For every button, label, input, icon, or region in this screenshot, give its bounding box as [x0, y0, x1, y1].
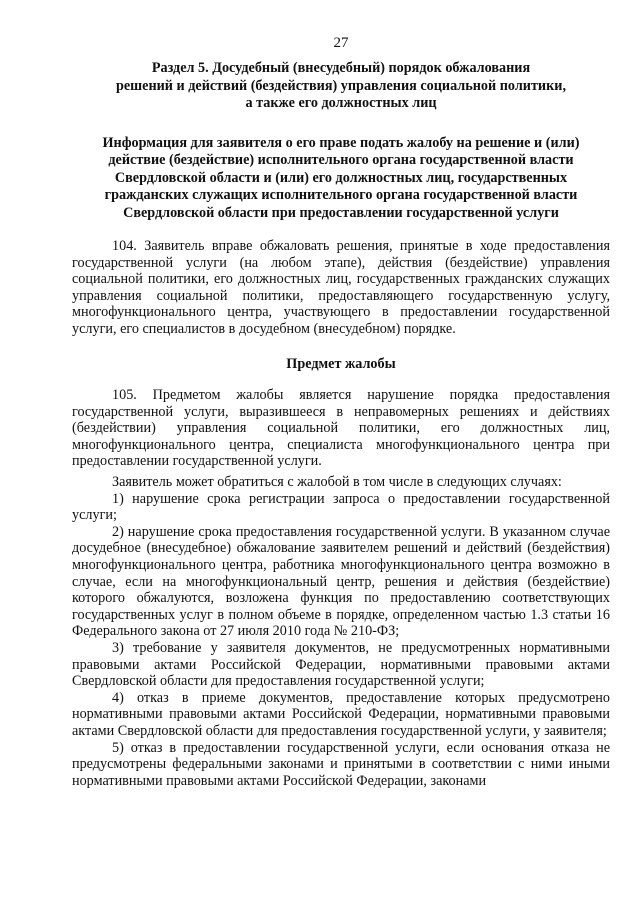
case-item: 5) отказ в предоставлении государственной услуги, если основания отказа не предусмотрены федеральными законами и принятыми в соответствии с ними иными нормативными правовыми актами Российской Федерации, законами: [72, 739, 610, 789]
info-heading: [72, 135, 610, 223]
case-item: 2) нарушение срока предоставления государственной услуги. В указанном случае досудебное (внесудебное) обжалование заявителем решений и действий (бездействия) многофункционального центра, работника многофункционального центра возможно в случае, если на многофункциональный центр, решения и действия (бездействие) которого обжалуются, возложена функция по предоставлению соответствующих государственных услуг в полном объеме в порядке, определенном частью 1.3 статьи 16 Федерального закона от 27 июля 2010 года № 210-ФЗ;: [72, 523, 610, 640]
info-heading-line: действие (бездействие) исполнительного органа государственной власти: [108, 152, 574, 168]
section-heading-line: а также его должностных лиц: [245, 95, 437, 111]
cases-intro: Заявитель может обратиться с жалобой в том числе в следующих случаях:: [112, 474, 562, 491]
subject-heading: Предмет жалобы: [286, 355, 396, 372]
paragraph-104: 104. Заявитель вправе обжаловать решения, принятые в ходе предоставления государственной услуги (на любом этапе), действия (бездействие) управления социальной политики, его должностных лиц, государственных гражданских служащих управления социальной политики, предоставляющего государственную услугу, многофункционального центра, участвующего в предоставлении государственной услуги, его специалистов в досудебном (внесудебном) порядке.: [72, 238, 610, 337]
info-heading-line: Свердловской области и (или) его должностных лиц, государственных: [114, 169, 568, 186]
paragraph-105: 105. Предметом жалобы является нарушение порядка предоставления государственной услуги, выразившееся в неправомерных решениях и действиях (бездействии) управления социальной политики, его должностных лиц, многофункционального центра, специалиста многофункционального центра при предоставлении государственной услуги.: [72, 387, 610, 470]
info-heading-line: Информация для заявителя о его праве подать жалобу на решение и (или): [102, 134, 580, 151]
case-item: 3) требование у заявителя документов, не предусмотренных нормативными правовыми актами Российской Федерации, нормативными правовыми актами Свердловской области для предоставления государственной услуги;: [72, 639, 610, 690]
info-heading-line: Свердловской области при предоставлении государственной услуги: [123, 204, 559, 221]
case-item: 1) нарушение срока регистрации запроса о предоставлении государственной услуги;: [72, 490, 610, 524]
section-heading-line: решений и действий (бездействия) управления социальной политики,: [115, 77, 567, 94]
info-heading-line: гражданских служащих исполнительного органа государственной власти: [104, 187, 578, 203]
page-number: 27: [333, 35, 349, 51]
section-heading-line: Раздел 5. Досудебный (внесудебный) порядок обжалования: [151, 60, 531, 76]
section-heading: [72, 60, 610, 113]
case-item: 4) отказ в приеме документов, предоставление которых предусмотрено нормативными правовыми актами Российской Федерации, нормативными правовыми актами Свердловской области для предоставления государственной услуги, у заявителя;: [72, 689, 610, 739]
